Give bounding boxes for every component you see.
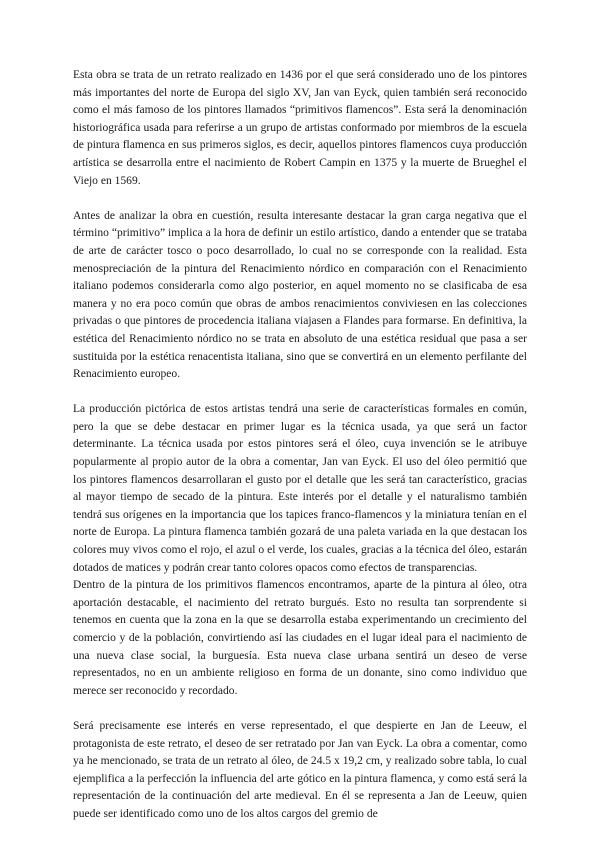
paragraph-technique: La producción pictórica de estos artistas tendrá una serie de características formales en común, pero la que se debe destacar en primer lugar es la técnica usada, ya que será un factor determinante. La técnica usada por estos pintores será el óleo, cuya invención se le atribuye popularmente al propio autor de la obra a comentar, Jan van Eyck. El uso del óleo permitió que los pintores flamencos desarrollaran el gusto por el detalle que les será tan característico, gracias al mayor tiempo de secado de la pintura. Este interés por el detalle y el naturalismo también tendrá sus orígenes en la importancia que los tapices franco-flamencos y la miniatura tenían en el norte de Europa. La pintura flamenca también gozará de una paleta variada en la que destacan los colores muy vivos como el rojo, el azul o el verde, los cuales, gracias a la técnica del óleo, estarán dotados de matices y podrán crear tanto colores opacos como efectos de transparencias. (73, 403, 527, 574)
paragraph-intro: Esta obra se trata de un retrato realizado en 1436 por el que será considerado uno de los pintores más importantes del norte de Europa del siglo XV, Jan van Eyck, quien también será reconocido como el más famoso de los pintores llamados “primitivos flamencos”. Esta será la denominación historiográfica usada para referirse a un grupo de artistas conformado por miembros de la escuela de pintura flamenca en sus primeros siglos, es decir, aquellos pintores flamencos cuya producción artística se desarrolla entre el nacimiento de Robert Campin en 1375 y la muerte de Brueghel el Viejo en 1569. (73, 69, 527, 187)
document-body (73, 67, 527, 824)
paragraph-bourgeois-portrait: Dentro de la pintura de los primitivos flamencos encontramos, aparte de la pintura al óleo, otra aportación destacable, el nacimiento del retrato burgués. Esto no resulta tan sorprendente si tenemos en cuenta que la zona en la que se desarrolla estaba experimentando un crecimiento del comercio y de la población, convirtiendo así las ciudades en el lugar ideal para el nacimiento de una nueva clase social, la burguesía. Esta nueva clase urbana sentirá un deseo de verse representados, no en un ambiente religioso en forma de un donante, sino como individuo que merece ser reconocido y recordado. (73, 579, 527, 697)
paragraph-jan-de-leeuw: Será precisamente ese interés en verse representado, el que despierte en Jan de Leeuw, el protagonista de este retrato, el deseo de ser retratado por Jan van Eyck. La obra a comentar, como ya he mencionado, se trata de un retrato al óleo, de 24.5 x 19,2 cm, y realizado sobre tabla, lo cual ejemplifica a la perfección la influencia del arte gótico en la pintura flamenca, y como está será la representación de la continuación del arte medieval. En él se representa a Jan de Leeuw, quien puede ser identificado como uno de los altos cargos del gremio de (73, 719, 527, 820)
paragraph-primitive-term: Antes de analizar la obra en cuestión, resulta interesante destacar la gran carga negativa que el término “primitivo” implica a la hora de definir un estilo artístico, dando a entender que se trataba de arte de carácter tosco o poco desarrollado, lo cual no se corresponde con la realidad. Esta menospreciación de la pintura del Renacimiento nórdico en comparación con el Renacimiento italiano podemos considerarla como algo posterior, en aquel momento no se clasificaba de esa manera y no era poco común que obras de ambos renacimientos conviviesen en las colecciones privadas o que pintores de procedencia italiana viajasen a Flandes para formarse. En definitiva, la estética del Renacimiento nórdico no se trata en absoluto de una estética residual que pasa a ser sustituida por la estética renacentista italiana, sino que se convertirá en un elemento perfilante del Renacimiento europeo. (73, 209, 527, 381)
